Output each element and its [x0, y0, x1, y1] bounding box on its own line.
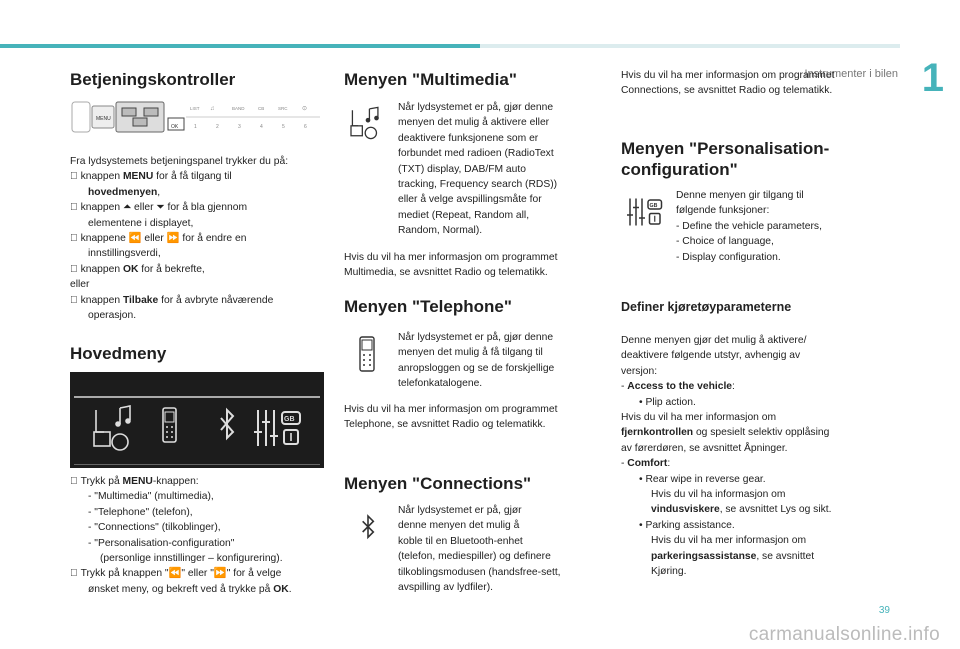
bullet-text: knappen [70, 263, 113, 275]
text-line: Kjøring. [651, 566, 687, 578]
bluetooth-icon [212, 404, 242, 452]
text-line: Hvis du vil ha mer informasjon om [621, 412, 777, 424]
telephone-icon [154, 404, 184, 452]
bullet-menu [70, 169, 330, 184]
svg-text:6: 6 [304, 124, 307, 130]
bullet-text: - [621, 381, 628, 393]
text-line: - Display configuration. [676, 251, 781, 263]
bullet-text: -knappen: [142, 476, 189, 487]
bullet-text: . [288, 583, 292, 595]
text-line: følgende funksjoner: [676, 205, 770, 217]
rear-wipe-item: • Rear wipe in reverse gear. [639, 473, 766, 485]
text-line: Connections, se avsnittet Radio og telematikk. [621, 85, 833, 97]
bullet-text: og spesielt selektiv opplåsing [693, 427, 830, 439]
text-line: Når lydsystemet er på, gjør denne [398, 102, 554, 113]
bullet-change: knappene ⏪ eller ⏩ for å endre en [70, 233, 236, 245]
screen-divider [74, 396, 320, 398]
title-connections: Menyen "Connections" [344, 474, 532, 493]
plip-item: • Plip action. [639, 396, 696, 408]
audio-control-panel-figure [70, 98, 325, 136]
title-telephone: Menyen "Telephone" [344, 297, 512, 316]
bullet-text: ønsket meny, og bekreft ved å trykke på [88, 583, 274, 595]
connections-description [398, 503, 598, 595]
bullet-change-cont: innstillingsverdi, [88, 248, 161, 260]
bluetooth-icon [358, 512, 378, 544]
key-label: hovedmenyen [88, 186, 158, 198]
text-line: tracking, Frequency search (RDS)) [398, 179, 558, 191]
key-label: OK [273, 583, 289, 595]
key-label: OK [112, 263, 128, 275]
vehicle-parameters-text [621, 333, 891, 580]
title-vehicle-parameters: Definer kjøretøyparameterne [621, 300, 792, 314]
key-label: Access to the vehicle [627, 381, 733, 393]
text-line: avspilling av lydfiler). [398, 582, 493, 594]
bullet-text: , [157, 186, 161, 198]
text-line: Denne menyen gir tilgang til [676, 190, 804, 201]
bullet-ok [70, 262, 330, 277]
key-label: parkeringsassistanse [651, 550, 757, 562]
settings-sliders-icon [250, 404, 306, 452]
section-title: Instrumenter i bilen [804, 68, 898, 80]
bullet-text: : [732, 381, 735, 393]
key-label: MENU [111, 476, 143, 487]
bullet-text: for å avbryte nåværende [147, 294, 263, 306]
title-line: Menyen "Personalisation- [621, 139, 830, 158]
bullet-text: knappen [70, 171, 113, 183]
bullet-text: : [667, 458, 671, 470]
key-label: MENU [112, 171, 143, 183]
svg-text:⊙: ⊙ [302, 106, 308, 112]
bullet-scroll-cont: elementene i displayet, [88, 217, 194, 229]
title-line: configuration" [621, 160, 738, 179]
text-line: - Choice of language, [676, 236, 774, 248]
main-menu-text [70, 474, 340, 597]
text-line: Hvis du vil ha informasjon om [651, 489, 786, 501]
svg-text:GB: GB [649, 202, 658, 209]
chapter-number: 1 [921, 56, 944, 100]
bullet-text: - [621, 458, 628, 470]
select-line: Trykk på knappen "⏪" eller "⏩" for å velge [70, 568, 271, 580]
bullet-back [70, 293, 330, 308]
svg-text:SRC: SRC [278, 106, 288, 111]
text-line: Hvis du vil ha mer informasjon om programmet [621, 70, 835, 81]
text-line: (telefon, mediespiller) og definere [398, 551, 551, 563]
remote-line [621, 425, 891, 440]
bullet-text: , se avsnittet [756, 550, 815, 562]
text-line: tilkoblingsmodusen (handsfree-sett, [398, 566, 561, 578]
text-line: Telephone, se avsnittet Radio og telematikk. [344, 419, 546, 431]
svg-text:♫: ♫ [210, 106, 215, 112]
title-personalisation [621, 138, 829, 180]
svg-text:2: 2 [216, 124, 219, 130]
svg-text:5: 5 [282, 124, 285, 130]
main-menu-screen-figure [70, 372, 324, 468]
panel-menu-label: MENU [96, 116, 111, 122]
key-label: vindusviskere [651, 504, 720, 516]
text-line: deaktivere funksjonene som er [398, 132, 539, 144]
svg-text:CB: CB [258, 106, 265, 111]
bullet-menu-cont [70, 185, 330, 200]
svg-text:3: 3 [238, 124, 241, 130]
text-line: menyen det mulig å få tilgang til [398, 347, 543, 359]
text-line: Når lydsystemet er på, gjør denne [398, 332, 554, 343]
parking-info [621, 549, 891, 564]
text-line: Hvis du vil ha mer informasjon om [651, 535, 807, 547]
svg-text:1: 1 [194, 124, 197, 130]
page-number: 39 [878, 605, 890, 616]
press-menu-line [70, 474, 340, 489]
text-line: mediet (Repeat, Random all, [398, 209, 530, 221]
header-bar-light [480, 44, 900, 48]
svg-text:BAND: BAND [232, 106, 245, 111]
panel-ok-label: OK [171, 124, 179, 130]
bullet-back-cont: operasjon. [88, 310, 137, 322]
multimedia-icon [348, 106, 388, 140]
bullet-text: , se avsnittet Lys og sikt. [719, 504, 832, 516]
text-line: koble til en Bluetooth-enhet [398, 535, 523, 547]
svg-text:LIST: LIST [190, 106, 200, 111]
key-label: Tilbake [112, 294, 148, 306]
screen-divider [74, 464, 320, 465]
watermark: carmanualsonline.info [748, 624, 940, 645]
telephone-icon [356, 336, 378, 372]
menu-item: - "Connections" (tilkoblinger), [88, 522, 221, 534]
bullet-text: for å få tilgang til [142, 171, 222, 183]
connections-more-info [621, 68, 881, 99]
text-line: Denne menyen gjør det mulig å aktivere/ [621, 335, 807, 346]
menu-item-cont: (personlige innstillinger – konfigurering). [100, 553, 283, 565]
intro-line: Fra lydsystemets betjeningspanel trykker du på: [70, 156, 289, 167]
text-line: menyen det mulig å aktivere eller [398, 117, 550, 129]
title-hovedmeny: Hovedmeny [70, 344, 167, 363]
multimedia-more-info [344, 250, 604, 281]
telephone-description [398, 330, 598, 392]
bullet-scroll: knappen ⏶ eller ⏷ for å bla gjennom [70, 202, 237, 214]
bullet-text: for å bekrefte, [127, 263, 195, 275]
settings-sliders-icon [624, 194, 666, 230]
personalisation-description [676, 188, 876, 265]
header-bar [0, 44, 480, 48]
intro-text-block [70, 154, 330, 323]
text-line: telefonkatalogene. [398, 378, 483, 390]
text-line: Hvis du vil ha mer informasjon om programmet [344, 252, 558, 263]
svg-text:4: 4 [260, 124, 263, 130]
text-line: - Define the vehicle parameters, [676, 220, 822, 232]
or-line: eller [70, 279, 90, 291]
text-line: Hvis du vil ha mer informasjon om programmet [344, 404, 558, 415]
bullet-text: Trykk på [70, 476, 112, 487]
key-label: Comfort [627, 458, 668, 470]
title-multimedia: Menyen "Multimedia" [344, 70, 517, 89]
text-line: anropsloggen og se de forskjellige [398, 362, 555, 374]
key-label: fjernkontrollen [621, 427, 694, 439]
menu-item: - "Personalisation-configuration" [88, 537, 235, 549]
text-line: av førerdøren, se avsnittet Åpninger. [621, 442, 788, 454]
svg-text:GB: GB [284, 416, 295, 423]
access-item [621, 379, 891, 394]
parking-item: • Parking assistance. [639, 519, 735, 531]
text-line: denne menyen det mulig å [398, 520, 520, 532]
text-line: Når lydsystemet er på, gjør [398, 505, 522, 516]
title-betjeningskontroller: Betjeningskontroller [70, 70, 236, 89]
bullet-text: knappen [70, 294, 113, 306]
text-line: forbundet med radioen (RadioText [398, 148, 554, 160]
text-line: Multimedia, se avsnittet Radio og telematikk. [344, 267, 548, 279]
multimedia-description [398, 100, 598, 239]
rear-wipe-info [621, 502, 891, 517]
multimedia-icon [90, 404, 146, 452]
menu-item: - "Telephone" (telefon), [88, 506, 193, 518]
telephone-more-info [344, 402, 604, 433]
text-line: (TXT) display, DAB/FM auto [398, 163, 526, 175]
select-line-cont [70, 582, 340, 597]
text-line: Random, Normal). [398, 225, 483, 237]
comfort-item [621, 456, 891, 471]
text-line: eller å velge avspillingsmåte for [398, 194, 542, 206]
text-line: versjon: [621, 365, 658, 377]
text-line: deaktivere følgende utstyr, avhengig av [621, 350, 801, 362]
menu-item: - "Multimedia" (multimedia), [88, 491, 214, 503]
